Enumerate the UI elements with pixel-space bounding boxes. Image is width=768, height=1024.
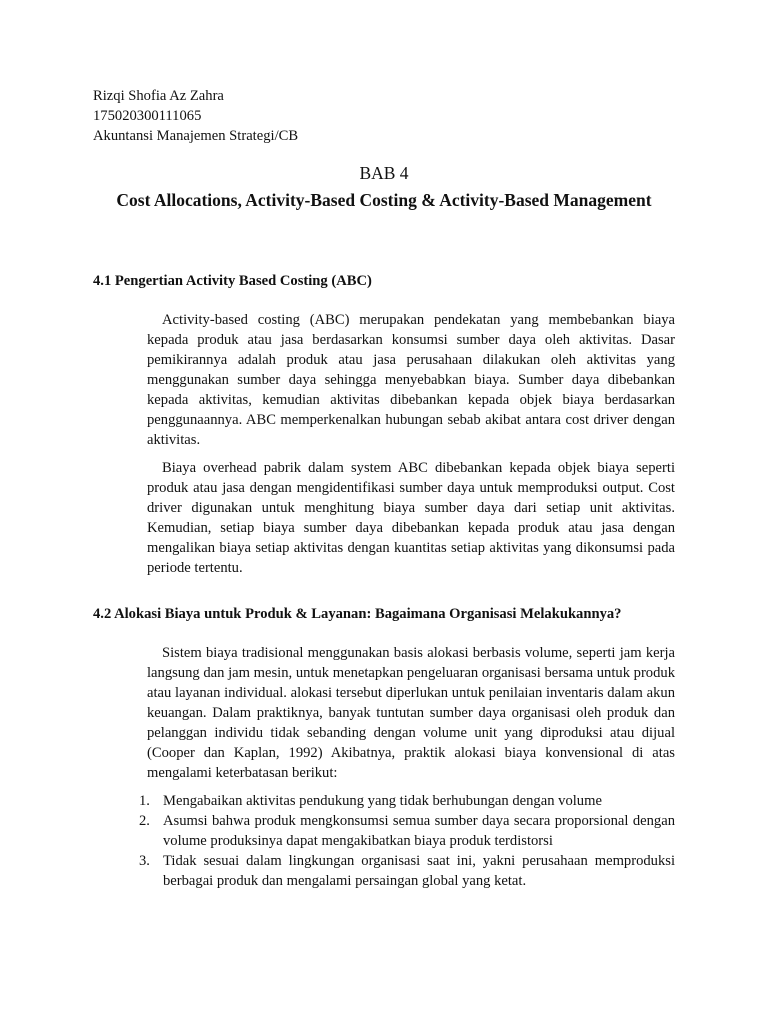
author-name: Rizqi Shofia Az Zahra (93, 88, 224, 104)
paragraph: Sistem biaya tradisional menggunakan basis alokasi berbasis volume, seperti jam kerja langsung dan jam mesin, untuk menetapkan pengeluaran organisasi bersama untuk produk atau layanan individual. alokasi tersebut diperlukan untuk penilaian inventaris dalam akun keuangan. Dalam praktiknya, banyak tuntutan sumber daya organisasi oleh produk dan pelanggan individu tidak sebanding dengan volume unit yang diproduksi atau dijual (Cooper dan Kaplan, 1992) Akibatnya, praktik alokasi biaya konvensional di atas mengalami keterbatasan berikut: (147, 645, 675, 781)
section-4-2 (93, 604, 675, 891)
section-heading: 4.1 Pengertian Activity Based Costing (ABC) (93, 273, 372, 289)
limitations-list (93, 791, 675, 891)
list-text: Mengabaikan aktivitas pendukung yang tidak berhubungan dengan volume (163, 793, 602, 809)
list-number: 1. (139, 793, 150, 809)
list-item (93, 851, 675, 891)
list-number: 2. (139, 813, 150, 829)
section-heading: 4.2 Alokasi Biaya untuk Produk & Layanan: Bagaimana Organisasi Melakukannya? (93, 606, 622, 622)
list-item (93, 791, 675, 811)
section-4-1 (93, 271, 675, 578)
chapter-title: Cost Allocations, Activity-Based Costing & Activity-Based Management (116, 190, 652, 210)
author-block (93, 86, 298, 146)
paragraph: Activity-based costing (ABC) merupakan pendekatan yang membebankan biaya kepada produk atau jasa berdasarkan konsumsi sumber daya oleh aktivitas. Dasar pemikirannya adalah produk atau jasa perusahaan dilakukan oleh aktivitas yang menggunakan sumber daya sehingga menyebabkan biaya. Sumber daya dibebankan kepada aktivitas, kemudian aktivitas dibebankan kepada objek biaya berdasarkan penggunaannya. ABC memperkenalkan hubungan sebab akibat antara cost driver dengan aktivitas. (147, 312, 675, 448)
paragraph: Biaya overhead pabrik dalam system ABC dibebankan kepada objek biaya seperti produk atau jasa dengan mengidentifikasi sumber daya untuk memproduksi output. Cost driver digunakan untuk menghitung biaya sumber daya dari setiap unit aktivitas. Kemudian, setiap biaya sumber daya dibebankan kepada produk atau jasa dengan mengalikan biaya setiap aktivitas dengan kuantitas setiap aktivitas yang dikonsumsi pada periode tertentu. (147, 460, 675, 576)
list-text: Asumsi bahwa produk mengkonsumsi semua sumber daya secara proporsional dengan volume produksinya dapat mengakibatkan biaya produk terdistorsi (163, 813, 675, 849)
chapter-label: BAB 4 (359, 163, 409, 183)
list-number: 3. (139, 853, 150, 869)
list-item (93, 811, 675, 851)
course-name: Akuntansi Manajemen Strategi/CB (93, 128, 299, 144)
title-block (93, 161, 675, 213)
student-id: 175020300111065 (93, 108, 202, 124)
list-text: Tidak sesuai dalam lingkungan organisasi saat ini, yakni perusahaan memproduksi berbagai produk dan mengalami persaingan global yang ketat. (163, 853, 675, 889)
